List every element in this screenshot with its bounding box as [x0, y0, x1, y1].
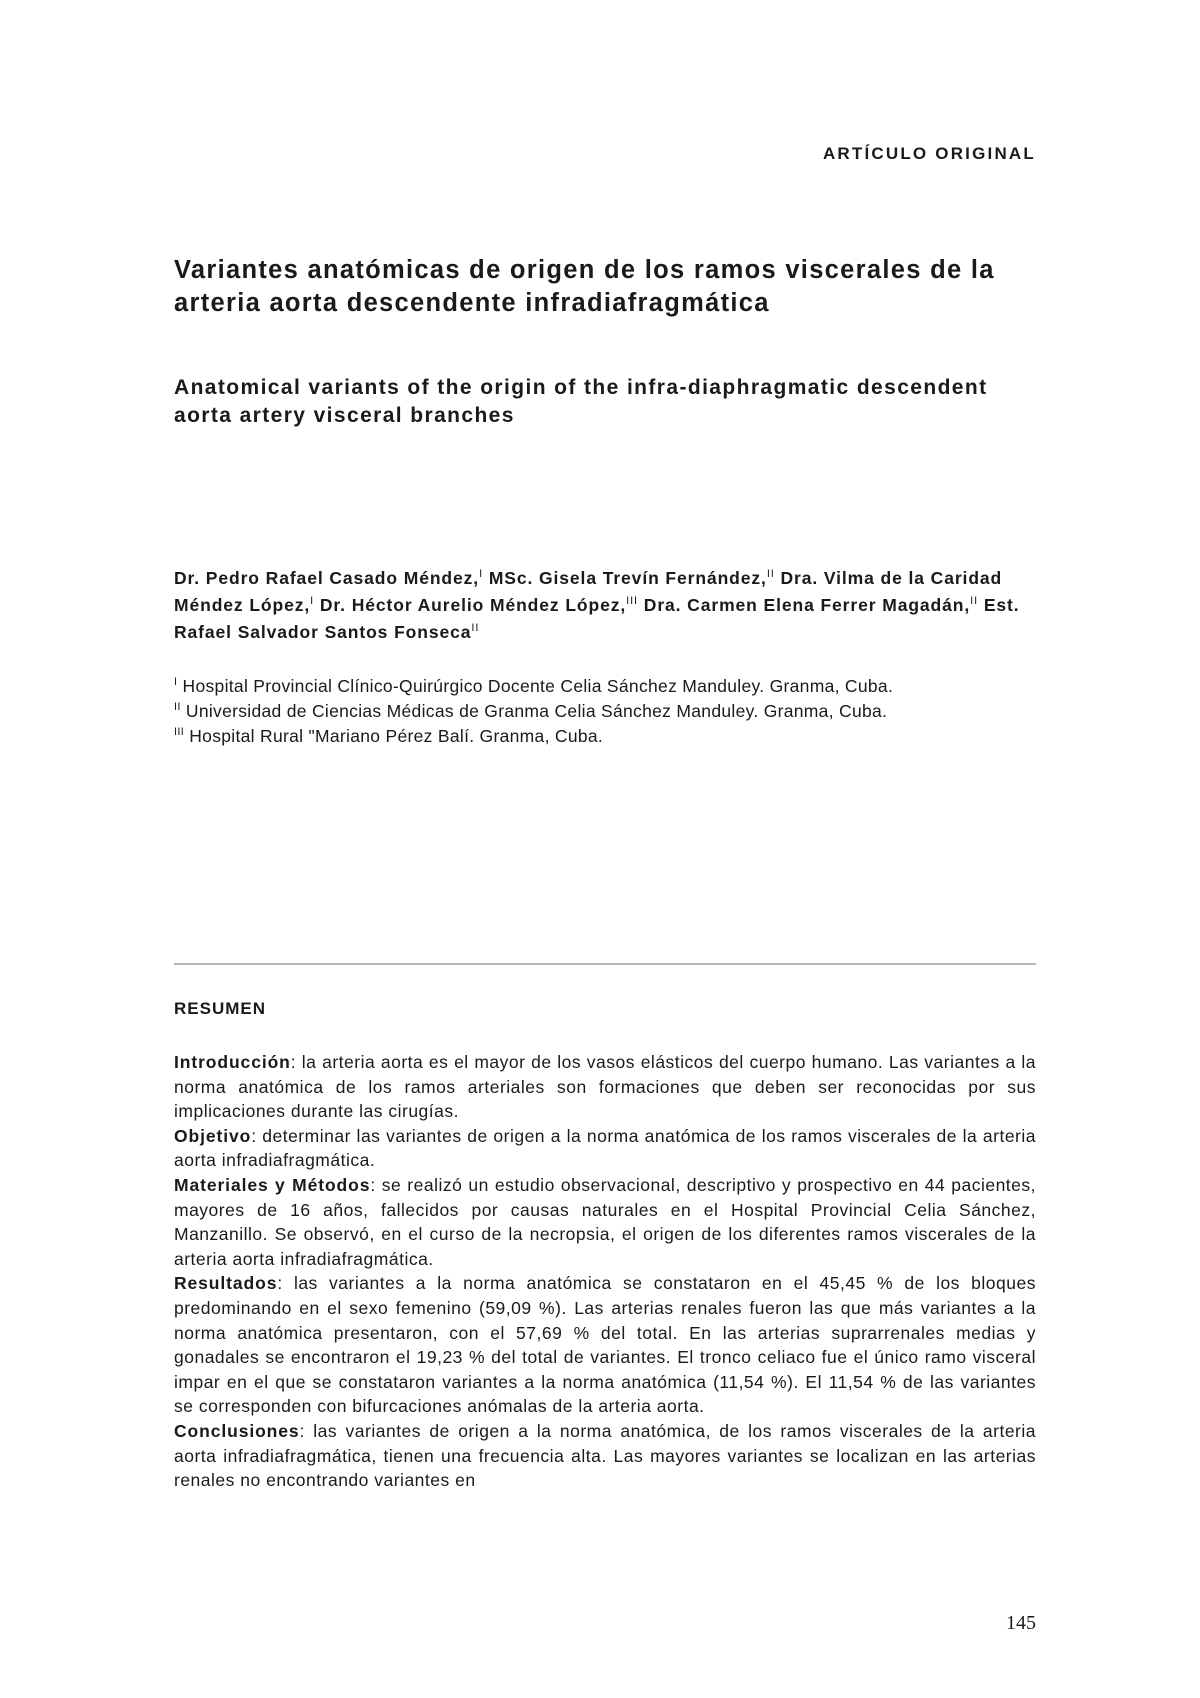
affiliation-text: Hospital Provincial Clínico-Quirúrgico Docente Celia Sánchez Manduley. Granma, Cuba.	[177, 676, 894, 696]
author-affiliation-marker: II	[766, 568, 775, 581]
affiliation-text: Universidad de Ciencias Médicas de Granma Celia Sánchez Manduley. Granma, Cuba.	[180, 701, 888, 721]
abstract-text: : la arteria aorta es el mayor de los vasos elásticos del cuerpo humano. Las variantes a la norma anatómica de los ramos arteriales son formaciones que deben ser reconocidas por sus implicaciones durante las cirugías.	[174, 1052, 1036, 1122]
abstract-lead: Resultados	[174, 1273, 278, 1294]
affiliation-marker: III	[174, 726, 185, 739]
abstract-paragraph-objetivo	[174, 1124, 1036, 1173]
affiliation-text: Hospital Rural "Mariano Pérez Balí. Granma, Cuba.	[184, 726, 604, 746]
author-affiliation-marker: III	[626, 595, 639, 608]
author-name: Dra. Vilma de la Caridad Méndez López,	[174, 568, 1003, 615]
author-list	[174, 565, 1036, 646]
author-name: MSc. Gisela Trevín Fernández,	[488, 568, 767, 588]
abstract-lead: Introducción	[174, 1052, 291, 1072]
affiliation-list	[174, 674, 1036, 749]
section-divider	[174, 963, 1036, 965]
abstract-paragraph-conclusiones	[174, 1419, 1036, 1493]
abstract-text: : determinar las variantes de origen a la norma anatómica de los ramos viscerales de la arteria aorta infradiafragmática.	[174, 1125, 1036, 1171]
author-name: Dra. Carmen Elena Ferrer Magadán,	[643, 595, 971, 615]
author-name: Dr. Pedro Rafael Casado Méndez,	[174, 568, 480, 588]
abstract-paragraph-introduccion	[174, 1050, 1036, 1124]
author-name: Dr. Héctor Aurelio Méndez López,	[319, 595, 627, 615]
abstract-paragraph-metodos	[174, 1173, 1036, 1271]
affiliation-item	[174, 674, 1036, 699]
author-name: Est. Rafael Salvador Santos Fonseca	[174, 595, 1020, 642]
author-affiliation-marker: I	[310, 595, 315, 608]
abstract-text: : se realizó un estudio observacional, descriptivo y prospectivo en 44 pacientes, mayores de 16 años, fallecidos por causas naturales en el Hospital Provincial Celia Sánchez, Manzanillo. Se observó, en el curso de la necropsia, el origen de los diferentes ramos viscerales de la arteria aorta infradiafragmática.	[174, 1174, 1037, 1269]
affiliation-marker: II	[174, 701, 181, 714]
page-number: 145	[1006, 1612, 1036, 1634]
abstract-lead: Materiales y Métodos	[174, 1174, 371, 1195]
title-english: Anatomical variants of the origin of the infra-diaphragmatic descendent aorta artery visceral branches	[174, 376, 988, 427]
affiliation-marker: I	[174, 676, 178, 689]
abstract-text: : las variantes a la norma anatómica se constataron en el 45,45 % de los bloques predominando en el sexo femenino (59,09 %). Las arterias renales fueron las que más variantes a la norma anatómica presentaron, con el 57,69 % del total. En las arterias suprarrenales medias y gonadales se encontraron el 19,23 % del total de variantes. El tronco celiaco fue el único ramo visceral impar en el que se constataron variantes a la norma anatómica (11,54 %). El 11,54 % de las variantes se corresponden con bifurcaciones anómalas de la arteria aorta.	[174, 1273, 1036, 1417]
article-page	[174, 0, 1036, 1698]
affiliation-item	[174, 699, 1036, 724]
abstract-lead: Objetivo	[174, 1125, 252, 1146]
section-label: ARTÍCULO ORIGINAL	[822, 144, 1036, 163]
author-affiliation-marker: II	[471, 622, 480, 635]
author-affiliation-marker: I	[479, 568, 484, 581]
abstract-text: : las variantes de origen a la norma anatómica, de los ramos viscerales de la arteria aorta infradiafragmática, tienen una frecuencia alta. Las mayores variantes se localizan en las arterias renales no encontrando variantes en	[174, 1420, 1036, 1491]
abstract-lead: Conclusiones	[174, 1420, 300, 1441]
abstract-body	[174, 1050, 1036, 1493]
affiliation-item	[174, 724, 1036, 749]
abstract-heading: RESUMEN	[174, 999, 267, 1018]
title-spanish: Variantes anatómicas de origen de los ramos viscerales de la arteria aorta descendente infradiafragmática	[174, 256, 995, 317]
author-affiliation-marker: II	[970, 595, 979, 608]
abstract-paragraph-resultados	[174, 1271, 1036, 1419]
